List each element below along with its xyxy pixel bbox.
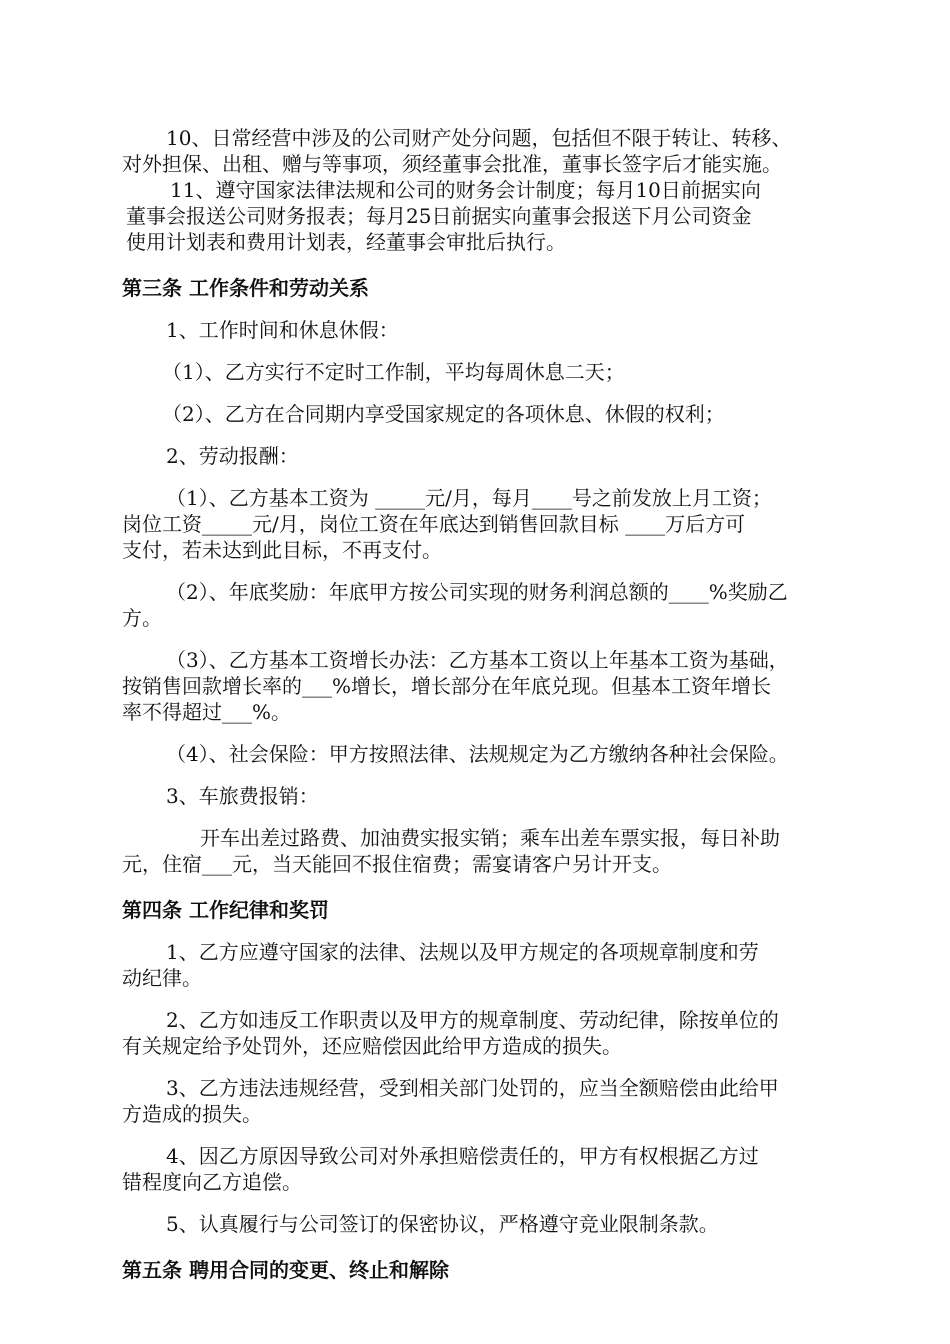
text-line: 使用计划表和费用计划表，经董事会审批后执行。 <box>126 230 566 254</box>
text-line: 董事会报送公司财务报表；每月25日前据实向董事会报送下月公司资金 <box>126 204 752 228</box>
text-line: 支付，若未达到此目标，不再支付。 <box>122 538 442 562</box>
text-line: 11、遵守国家法律法规和公司的财务会计制度；每月10日前据实向 <box>170 178 761 202</box>
text-line: （1）、乙方实行不定时工作制，平均每周休息二天； <box>162 360 625 384</box>
text-line: 错程度向乙方追偿。 <box>122 1170 302 1194</box>
text-line: （2）、乙方在合同期内享受国家规定的各项休息、休假的权利； <box>162 402 725 426</box>
section-heading: 第三条 工作条件和劳动关系 <box>122 276 369 300</box>
text-line: 4、因乙方原因导致公司对外承担赔偿责任的，甲方有权根据乙方过 <box>166 1144 759 1168</box>
text-line: 方造成的损失。 <box>122 1102 262 1126</box>
text-line: 1、工作时间和休息休假： <box>166 318 399 342</box>
text-line: 3、乙方违法违规经营，受到相关部门处罚的，应当全额赔偿由此给甲 <box>166 1076 779 1100</box>
text-line: 有关规定给予处罚外，还应赔偿因此给甲方造成的损失。 <box>122 1034 622 1058</box>
text-line: （1）、乙方基本工资为 _____元/月，每月____号之前发放上月工资； <box>166 486 772 510</box>
text-line: （4）、社会保险：甲方按照法律、法规规定为乙方缴纳各种社会保险。 <box>166 742 789 766</box>
text-line: （2）、年底奖励：年底甲方按公司实现的财务利润总额的____%奖励乙 <box>166 580 788 604</box>
text-line: 按销售回款增长率的___%增长，增长部分在年底兑现。但基本工资年增长 <box>122 674 772 698</box>
text-line: 方。 <box>122 606 162 630</box>
text-line: 5、认真履行与公司签订的保密协议，严格遵守竞业限制条款。 <box>166 1212 719 1236</box>
text-line: 元，住宿___元，当天能回不报住宿费；需宴请客户另计开支。 <box>122 852 672 876</box>
text-line: 开车出差过路费、加油费实报实销；乘车出差车票实报，每日补助 <box>200 826 780 850</box>
text-line: 率不得超过___%。 <box>122 700 292 724</box>
text-line: 10、日常经营中涉及的公司财产处分问题，包括但不限于转让、转移、 <box>166 126 792 150</box>
text-line: 岗位工资_____元/月，岗位工资在年底达到销售回款目标 ____万后方可 <box>122 512 746 536</box>
text-line: 对外担保、出租、赠与等事项，须经董事会批准，董事长签字后才能实施。 <box>122 152 782 176</box>
text-line: （3）、乙方基本工资增长办法：乙方基本工资以上年基本工资为基础， <box>166 648 789 672</box>
text-line: 动纪律。 <box>122 966 202 990</box>
section-heading: 第五条 聘用合同的变更、终止和解除 <box>122 1258 449 1282</box>
text-line: 1、乙方应遵守国家的法律、法规以及甲方规定的各项规章制度和劳 <box>166 940 759 964</box>
text-line: 2、乙方如违反工作职责以及甲方的规章制度、劳动纪律，除按单位的 <box>166 1008 779 1032</box>
text-line: 2、劳动报酬： <box>166 444 299 468</box>
text-line: 3、车旅费报销： <box>166 784 319 808</box>
section-heading: 第四条 工作纪律和奖罚 <box>122 898 329 922</box>
